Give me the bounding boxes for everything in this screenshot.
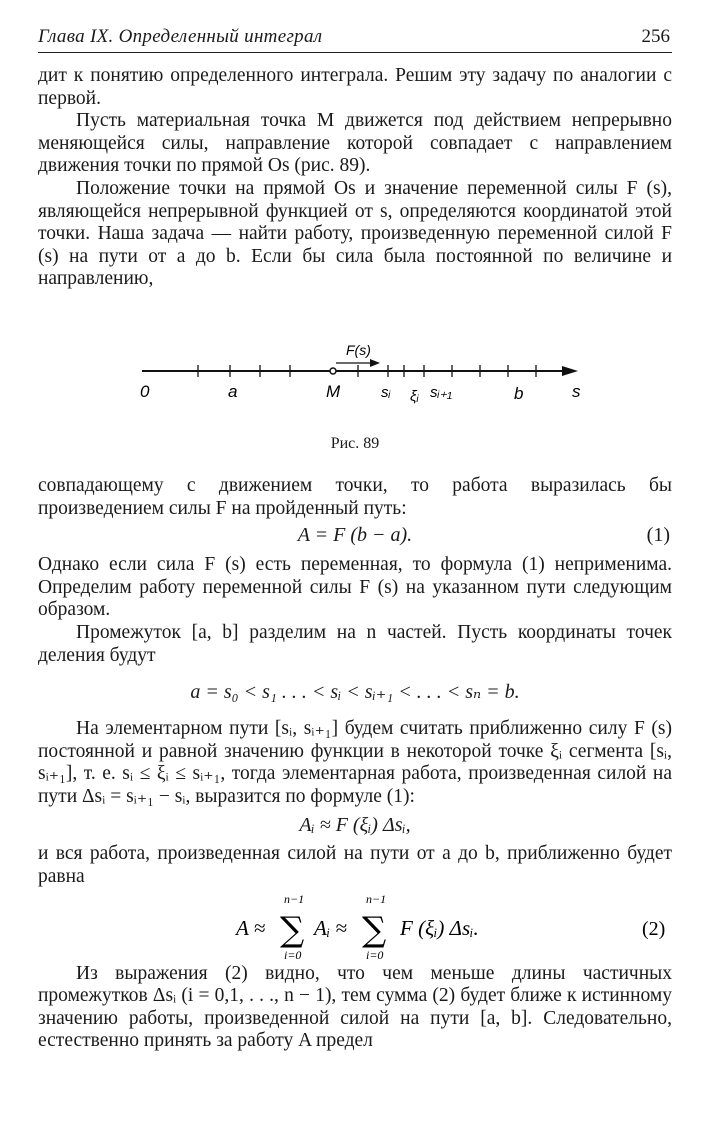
eq2-rhs: F (ξᵢ) Δsᵢ.	[400, 915, 479, 940]
label-xi: ξᵢ	[410, 387, 419, 405]
body-text-6	[38, 963, 672, 1053]
sum1-sigma: ∑	[280, 909, 305, 950]
equation-1-number: (1)	[646, 524, 670, 547]
equation-1-body: A = F (b − a).	[297, 524, 413, 547]
paragraph-9: Из выражения (2) видно, что чем меньше длины частичных промежутков Δsᵢ (i = 0,1, . . ., n − 1), тем сумма (2) будет ближе к истинному значению работы, произведенной силой на пути [a, b]. Следовательно, естественно принять за работу A предел	[38, 962, 672, 1052]
figure-89	[38, 313, 672, 431]
paragraph-7: На элементарном пути [sᵢ, sᵢ₊₁] будем считать приближенно силу F (s) постоянной и равной значению функции в некоторой точке ξᵢ сегмента [sᵢ, sᵢ₊₁], т. е. sᵢ ≤ ξᵢ ≤ sᵢ₊₁, тогда элементарная работа, произведенная силой на пути Δsᵢ = sᵢ₊₁ − sᵢ, выразится по формуле (1):	[38, 718, 672, 807]
label-b: b	[514, 383, 524, 403]
paragraph-2: Пусть материальная точка M движется под действием непрерывно меняющейся силы, направление которой совпадает с направлением движения точки по прямой Os (рис. 89).	[38, 110, 672, 177]
chapter-title: Глава IX. Определенный интеграл	[38, 26, 323, 47]
sum1-upper: n−1	[284, 891, 305, 906]
paragraph-8: и вся работа, произведенная силой на пути от a до b, приближенно будет равна	[38, 843, 672, 888]
force-arrowhead	[370, 359, 380, 367]
figure-caption: Рис. 89	[330, 434, 380, 452]
sum2-lower: i=0	[366, 947, 384, 962]
label-m: M	[326, 381, 341, 401]
body-text-4	[38, 718, 672, 808]
label-si1: sᵢ₊₁	[430, 383, 453, 401]
book-page	[38, 26, 672, 1053]
elementary-work-formula: Aᵢ ≈ F (ξᵢ) Δsᵢ,	[299, 814, 411, 837]
equation-2-number: (2)	[642, 917, 666, 940]
eq2-lhs: A ≈	[236, 915, 266, 940]
body-text-5	[38, 843, 672, 888]
equation-1	[38, 520, 672, 554]
body-text-2	[38, 475, 672, 520]
page-number: 256	[641, 26, 670, 47]
body-text	[38, 65, 672, 291]
running-header	[38, 26, 672, 53]
paragraph-3: Положение точки на прямой Os и значение переменной силы F (s), являющейся непрерывной функцией от s, определяются координатой этой точки. Наша задача — найти работу, произведенную переменной силой F (s) на пути от a до b. Если бы сила была постоянной по величине и направлению,	[38, 177, 672, 290]
label-origin: 0	[140, 381, 150, 401]
paragraph-1: дит к понятию определенного интеграла. Решим эту задачу по аналогии с первой.	[38, 65, 672, 109]
body-text-3	[38, 554, 672, 667]
paragraph-4: совпадающему с движением точки, то работа выразилась бы произведением силы F на пройденный путь:	[38, 474, 672, 519]
label-a: a	[228, 381, 238, 401]
paragraph-5: Однако если сила F (s) есть переменная, то формула (1) неприменима. Определим работу переменной силы F (s) на указанном пути следующим образом.	[38, 554, 672, 621]
sum1-lower: i=0	[284, 947, 302, 962]
point-m-marker	[330, 368, 336, 374]
label-force: F(s)	[346, 341, 371, 358]
sum2-sigma: ∑	[362, 909, 387, 950]
sum2-upper: n−1	[366, 891, 387, 906]
label-s: s	[572, 381, 581, 401]
paragraph-6: Промежуток [a, b] разделим на n частей. Пусть координаты точек деления будут	[38, 621, 672, 666]
number-line-diagram	[38, 313, 672, 431]
axis-arrow	[562, 366, 578, 376]
partition-formula: a = s₀ < s₁ . . . < sᵢ < sᵢ₊₁ < . . . < sₙ = b.	[190, 681, 520, 704]
equation-2-svg	[38, 889, 672, 963]
equation-2	[38, 889, 672, 963]
label-si: sᵢ	[381, 383, 391, 401]
eq2-mid: Aᵢ ≈	[314, 915, 347, 940]
